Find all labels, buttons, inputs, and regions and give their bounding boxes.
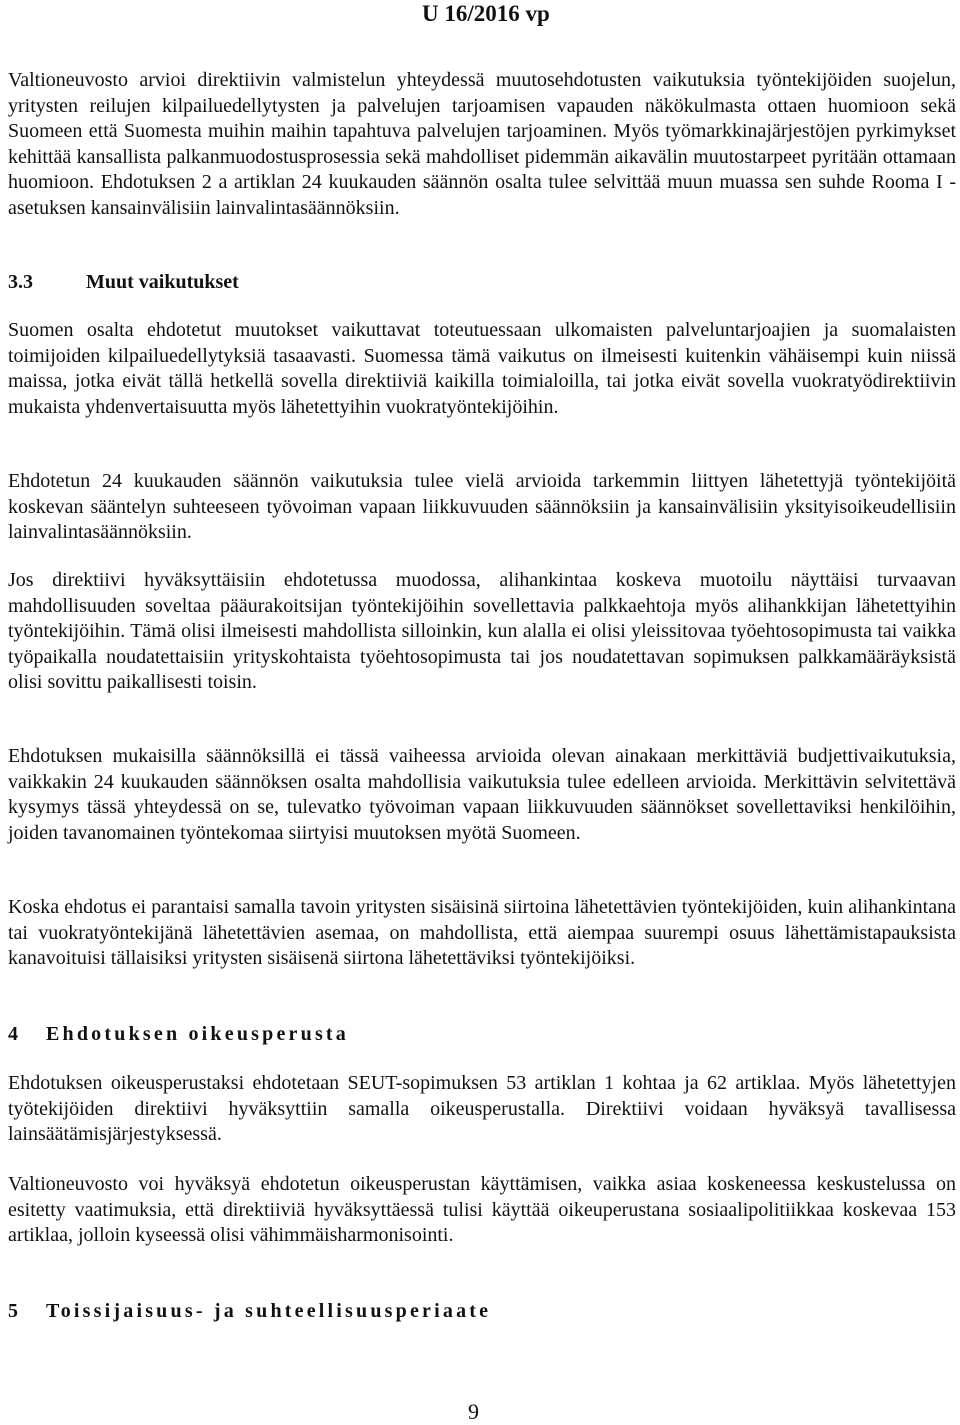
- section-number: 3.3: [8, 271, 33, 293]
- paragraph-subcontracting: Jos direktiivi hyväksyttäisiin ehdotetussa muodossa, alihankintaa koskeva muotoilu näyttäisi turvaavan mahdollisuuden soveltaa pääurakoitsijan työntekijöihin sovellettavia palkkaehtoja myös alihankkijan lähetettyihin työntekijöihin. Tämä olisi ilmeisesti mahdollista silloinkin, kun alalla ei olisi yleissitovaa työehtosopimusta tai vaikka työpaikalla noudatettaisiin yrityskohtaista työehtosopimusta tai jos noudatettavan sopimuksen palkkamääräyksistä olisi sovittu paikallisesti toisin.: [8, 569, 956, 694]
- paragraph-impact-assessment: Valtioneuvosto arvioi direktiivin valmistelun yhteydessä muutosehdotusten vaikutuksia työntekijöiden suojelun, yritysten reilujen kilpailuedellytysten ja palvelujen tarjoamisen vapauden näkökulmasta ottaen huomioon sekä Suomeen että Suomesta muihin maihin tapahtuva palvelujen tarjoaminen. Myös työmarkkinajärjestöjen pyrkimykset kehittää kansallista palkanmuodostusprosessia sekä mahdolliset pidemmän aikavälin muutostarpeet pyritään ottamaan huomioon. Ehdotuksen 2 a artiklan 24 kuukauden säännön osalta tulee selvittää muun muassa sen suhde Rooma I -asetuksen kansainvälisiin lainvalintasäännöksiin.: [8, 69, 956, 219]
- paragraph-legal-basis: Ehdotuksen oikeusperustaksi ehdotetaan SEUT-sopimuksen 53 artiklan 1 kohtaa ja 62 artiklaa. Myös lähetettyjen työtekijöiden direktiivi hyväksyttiin samalla oikeusperustalla. Direktiivi voidaan hyväksyä tavallisessa lainsäätämisjärjestyksessä.: [8, 1072, 956, 1146]
- section-title: Ehdotuksen oikeusperusta: [46, 1023, 349, 1045]
- paragraph-budget-impacts: Ehdotuksen mukaisilla säännöksillä ei tässä vaiheessa arvioida olevan ainakaan merkittäviä budjettivaikutuksia, vaikkakin 24 kuukauden säännöksen osalta mahdollisia vaikutuksia tulee edelleen arvioida. Merkittävin selvitettävä kysymys tässä yhteydessä on se, tulevatko työvoiman vapaan liikkuvuuden säännökset sovellettaviksi henkilöihin, joiden tavanomainen työntekomaa siirtyisi muutoksen myötä Suomeen.: [8, 745, 956, 844]
- paragraph-other-impacts: Suomen osalta ehdotetut muutokset vaikuttavat toteutuessaan ulkomaisten palveluntarjoajien ja suomalaisten toimijoiden kilpailuedellytyksiä tasaavasti. Suomessa tämä vaikutus on ilmeisesti kuitenkin vähäisempi kuin niissä maissa, jotka eivät tällä hetkellä sovella direktiiviä kaikilla toimialoilla, tai jotka eivät sovella vuokratyödirektiivin mukaista yhdenvertaisuutta myös lähetettyihin vuokratyöntekijöihin.: [8, 319, 956, 418]
- paragraph-intra-company-transfers: Koska ehdotus ei parantaisi samalla tavoin yritysten sisäisinä siirtoina lähetettävien työntekijöiden, kuin alihankintana tai vuokratyöntekijänä lähetettävien asemaa, on mahdollista, että aiempaa suurempi osuus lähettämistapauksista kanavoituisi tällaisiksi yritysten sisäisenä siirtona lähetettäviksi työntekijöiksi.: [8, 896, 956, 970]
- section-title: Toissijaisuus- ja suhteellisuusperiaate: [46, 1300, 492, 1322]
- document-id: U 16/2016 vp: [422, 1, 550, 26]
- page-number: 9: [468, 1399, 479, 1424]
- paragraph-government-position: Valtioneuvosto voi hyväksyä ehdotetun oikeusperustan käyttämisen, vaikka asiaa koskeneessa keskustelussa on esitetty vaatimuksia, että direktiiviä hyväksyttäessä tulisi käyttää oikeuperustana sosiaalipolitiikkaa koskevaa 153 artiklaa, jolloin kyseessä olisi vähimmäisharmonisointi.: [8, 1173, 956, 1247]
- section-heading-5: [8, 1299, 491, 1324]
- section-heading-4: [8, 1022, 349, 1047]
- section-number: 4: [8, 1023, 18, 1045]
- section-title: Muut vaikutukset: [86, 271, 239, 293]
- section-heading-3-3: [8, 270, 239, 295]
- paragraph-24-month-rule: Ehdotetun 24 kuukauden säännön vaikutuksia tulee vielä arvioida tarkemmin liittyen lähetettyjä työntekijöitä koskevan sääntelyn suhteeseen työvoiman vapaan liikkuvuuden säännöksiin ja kansainvälisiin yksityisoikeudellisiin lainvalintasäännöksiin.: [8, 470, 956, 544]
- section-number: 5: [8, 1300, 18, 1322]
